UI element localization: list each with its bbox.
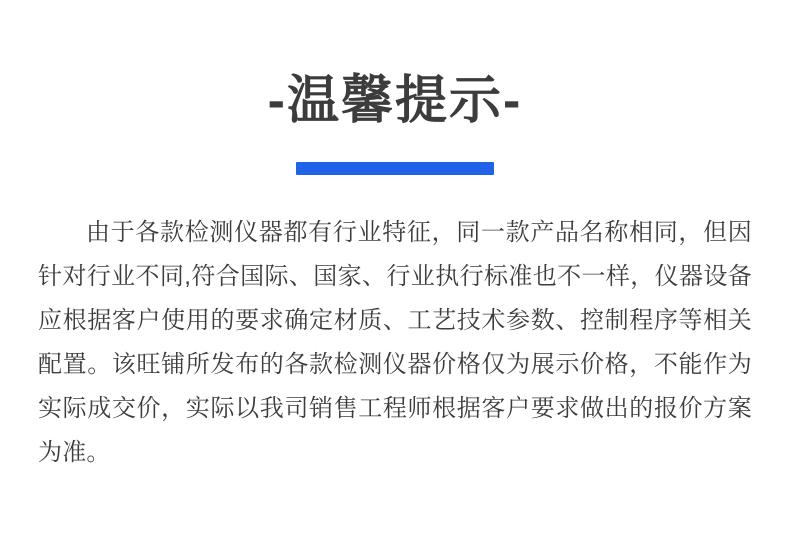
notice-body-text: 由于各款检测仪器都有行业特征，同一款产品名称相同，但因针对行业不同,符合国际、国家、行业执行标准也不一样，仪器设备应根据客户使用的要求确定材质、工艺技术参数、控制程序等相关配置。该旺铺所发布的各款检测仪器价格仅为展示价格，不能作为实际成交价，实际以我司销售工程师根据客户要求做出的报价方案为准。 — [38, 218, 752, 466]
title-underline-divider — [296, 162, 494, 175]
page-title: -温馨提示- — [267, 72, 523, 130]
notice-header — [0, 0, 790, 175]
notice-body — [38, 211, 752, 475]
